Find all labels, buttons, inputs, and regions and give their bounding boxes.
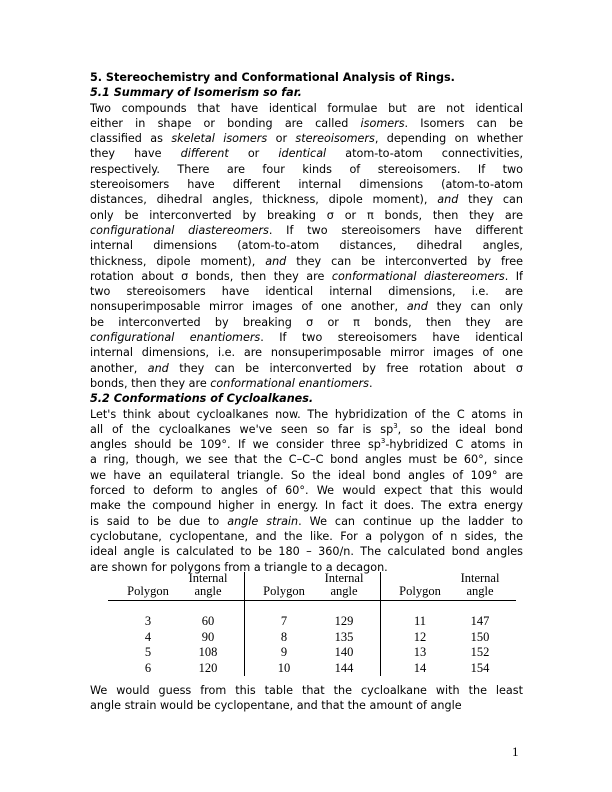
text-line: be interconverted by breaking σ or π bonds, then they are (90, 315, 523, 329)
table-cell: 60 (201, 614, 215, 628)
table-header-rule (108, 600, 516, 601)
text-line: another, and they can be interconverted by free rotation about σ (90, 361, 523, 375)
text-line: cyclobutane, cyclopentane, and the like. For a polygon of n sides, the (90, 529, 523, 543)
text-line: angles should be 109°. If we consider three $sp^3$-hybridized C atoms in (90, 437, 523, 452)
table-header: Polygon (399, 584, 441, 598)
text-line: two stereoisomers have identical internal dimensions, i.e. are (90, 285, 523, 299)
table-header: angle (330, 584, 358, 598)
text-line: forced to deform to angles of 60°. We would expect that this would (90, 484, 523, 498)
text-line: Let's think about cycloalkanes now. The hybridization of the C atoms in (90, 407, 523, 421)
closing-paragraph (90, 683, 523, 714)
text-line: configurational diastereomers. If two stereoisomers have different (90, 223, 523, 237)
text-line: stereoisomers have different internal dimensions (atom-to-atom (90, 178, 523, 192)
table-column-divider (380, 572, 381, 676)
section-title-cycloalkanes: 5.2 Conformations of Cycloalkanes. (90, 392, 314, 406)
table-cell: 140 (334, 645, 354, 659)
section-isomerism-paragraph (90, 101, 523, 392)
table-cell: 7 (280, 614, 288, 628)
table-cell: 147 (470, 614, 490, 628)
table-cell: 11 (413, 614, 427, 628)
text-line: only be interconverted by breaking σ or π bonds, then they are (90, 208, 523, 222)
table-header: Polygon (127, 584, 169, 598)
table-cell: 150 (470, 629, 490, 644)
table-cell: 135 (334, 629, 354, 644)
text-line: rotation about σ bonds, then they are conformational diastereomers. If (90, 269, 523, 283)
text-line: internal dimensions (atom-to-atom distances, dihedral angles, (90, 239, 523, 253)
table-cell: 14 (413, 660, 427, 675)
table-cell: 90 (201, 629, 215, 644)
text-line: is said to be due to angle strain. We can continue up the ladder to (90, 514, 523, 528)
table-header-top: Internal (188, 571, 228, 585)
table-header: Polygon (263, 584, 305, 598)
section-title-isomerism: 5.1 Summary of Isomerism so far. (90, 86, 302, 100)
text-line: angle strain would be cyclopentane, and that the amount of angle (90, 699, 462, 713)
text-line: distances, dihedral angles, thickness, dipole moment), and they can (90, 193, 523, 207)
table-cell: 6 (144, 660, 152, 675)
table-cell: 4 (144, 629, 152, 644)
text-line: a ring, though, we see that the C–C–C bond angles must be 60°, since (90, 453, 523, 467)
text-line: nonsuperimposable mirror images of one another, and they can only (90, 300, 523, 314)
table-header: angle (466, 584, 494, 598)
table-cell: 5 (144, 645, 152, 659)
text-line: make the compound higher in energy. In fact it does. The extra energy (90, 499, 523, 513)
table-cell: 120 (198, 660, 218, 675)
table-cell: 108 (198, 645, 218, 659)
polygon-angle-table (108, 570, 516, 676)
table-header-top: Internal (324, 571, 364, 585)
text-line: classified as skeletal isomers or stereoisomers, depending on whether (90, 132, 523, 146)
table-cell: 9 (280, 645, 288, 659)
text-line: thickness, dipole moment), and they can be interconverted by free (90, 254, 523, 268)
table-cell: 154 (470, 660, 490, 675)
table-cell: 10 (277, 660, 291, 675)
table-cell: 144 (334, 660, 354, 675)
text-line: configurational enantiomers. If two stereoisomers have identical (90, 331, 523, 345)
text-line: bonds, then they are conformational enantiomers. (90, 376, 373, 390)
text-line: We would guess from this table that the cycloalkane with the least (90, 684, 523, 697)
table-column-divider (244, 572, 245, 676)
text-line: internal dimensions, i.e. are nonsuperimposable mirror images of one (90, 346, 523, 360)
text-line: they have different or identical atom-to-atom connectivities, (90, 147, 523, 161)
text-line: respectively. There are four kinds of stereoisomers. If two (90, 162, 523, 176)
table-cell: 8 (280, 629, 288, 644)
body-text (90, 70, 523, 575)
section-cycloalkanes-paragraph (90, 407, 523, 575)
text-line: either in shape or bonding are called isomers. Isomers can be (90, 116, 523, 130)
table-cell: 129 (334, 614, 354, 628)
table-cell: 3 (144, 614, 152, 628)
table-header-top: Internal (460, 571, 500, 585)
table-cell: 12 (413, 629, 427, 644)
table-cell: 13 (413, 645, 427, 659)
text-line: all of the cycloalkanes we've seen so far is $sp^3$, so the ideal bond (90, 421, 523, 436)
table-header: angle (194, 584, 222, 598)
table-cell: 152 (470, 645, 490, 659)
text-line: ideal angle is calculated to be 180 – 360/n. The calculated bond angles (90, 545, 523, 559)
text-line: we have an equilateral triangle. So the ideal bond angles of 109° are (90, 468, 523, 482)
page-number: 1 (512, 744, 519, 759)
page-heading: 5. Stereochemistry and Conformational Analysis of Rings. (90, 71, 455, 84)
text-line: Two compounds that have identical formulae but are not identical (90, 101, 523, 115)
text-line: are shown for polygons from a triangle to a decagon. (90, 560, 388, 574)
